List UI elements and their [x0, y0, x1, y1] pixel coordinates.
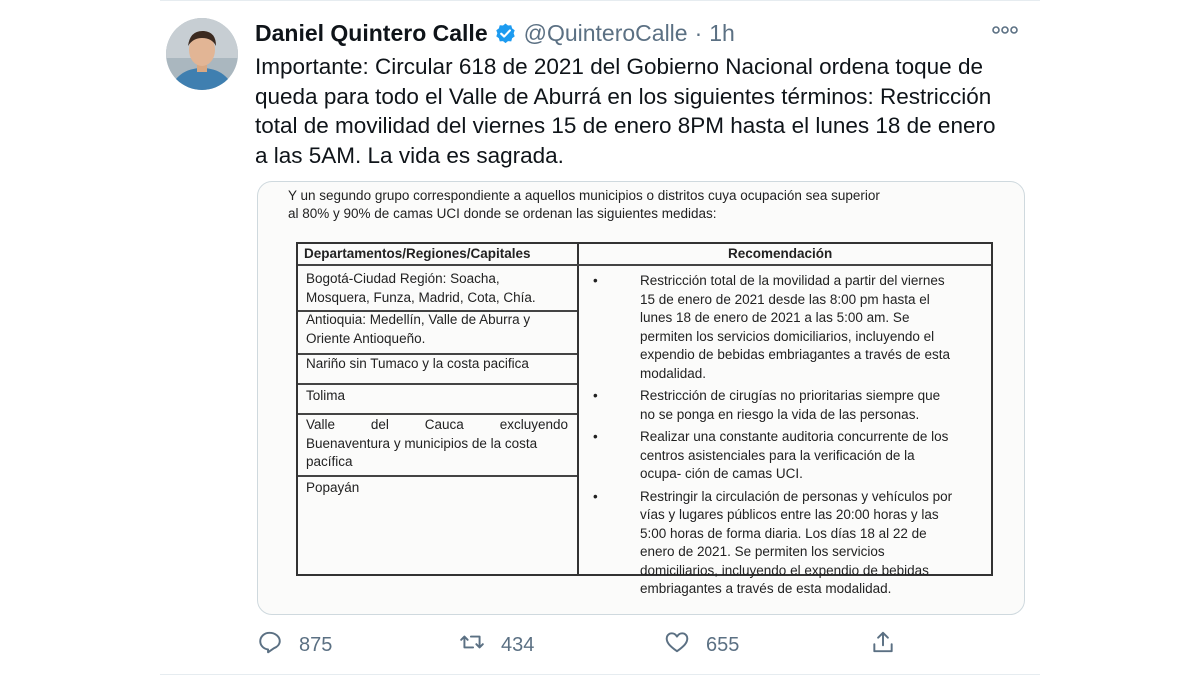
reply-button[interactable]	[257, 628, 332, 662]
region-line: Tolima	[306, 388, 346, 403]
avatar[interactable]	[166, 18, 238, 90]
recommendation-line: 15 de enero de 2021 desde las 8:00 pm hasta el	[640, 291, 930, 307]
region-cell	[306, 355, 568, 374]
tweet-text-line: total de movilidad del viernes 15 de enero 8PM hasta el lunes 18 de enero	[255, 113, 996, 138]
recommendation-item	[593, 488, 988, 599]
region-line: Antioquia: Medellín, Valle de Aburra y	[306, 312, 531, 327]
header-row-divider	[298, 264, 991, 266]
retweet-button[interactable]	[459, 628, 534, 662]
recommendation-line: Restricción total de la movilidad a partir del viernes	[640, 273, 945, 288]
tweet-timestamp[interactable]: 1h	[709, 19, 735, 46]
region-cell	[306, 479, 568, 498]
heart-icon	[664, 629, 690, 661]
tweet	[160, 0, 1040, 675]
bullet-mark: •	[593, 388, 598, 403]
recommendation-line: Restringir la circulación de personas y vehículos por	[640, 488, 953, 504]
header-separator: ·	[694, 19, 703, 46]
reply-icon	[257, 629, 283, 661]
row-divider	[298, 413, 577, 415]
like-count: 655	[706, 633, 740, 656]
bullet-mark: •	[593, 488, 598, 504]
author-name[interactable]: Daniel Quintero Calle	[255, 19, 488, 46]
recommendation-item	[593, 272, 988, 383]
share-icon	[870, 629, 896, 661]
region-cell	[306, 416, 568, 472]
document-intro-line: Y un segundo grupo correspondiente a aquellos municipios o distritos cuya ocupación sea superior	[288, 188, 880, 203]
recommendation-line: 5:00 horas de forma diaria. Los días 18 al 22 de	[640, 525, 927, 541]
verified-badge-icon	[494, 22, 517, 45]
document-intro	[288, 187, 988, 223]
region-line: Nariño sin Tumaco y la costa pacifica	[306, 356, 529, 371]
more-options-icon[interactable]	[992, 22, 1018, 38]
recommendation-line: embriagantes a través de esta modalidad.	[640, 581, 892, 596]
top-divider	[160, 0, 1040, 1]
region-line: Popayán	[306, 480, 360, 495]
region-line: Oriente Antioqueño.	[306, 330, 426, 346]
region-cell	[306, 311, 568, 348]
recommendation-item	[593, 428, 988, 484]
region-line: Valle del Cauca excluyendo	[306, 417, 568, 432]
column-divider	[577, 244, 579, 574]
tweet-actions	[257, 628, 1027, 662]
recommendation-line: ocupa- ción de camas UCI.	[640, 466, 803, 481]
document-intro-line: al 80% y 90% de camas UCI donde se ordenan las siguientes medidas:	[288, 206, 717, 221]
tweet-header	[255, 16, 735, 50]
recommendation-line: domiciliarios, incluyendo el expendio de bebidas	[640, 562, 929, 578]
tweet-text	[255, 52, 1035, 170]
tweet-text-line: queda para todo el Valle de Aburrá en los siguientes términos: Restricción	[255, 83, 992, 109]
region-cell	[306, 270, 568, 307]
column-header-recommendation: Recomendación	[728, 246, 833, 261]
recommendation-item	[593, 387, 988, 424]
region-cell	[306, 387, 568, 406]
region-line: Buenaventura y municipios de la costa	[306, 435, 538, 451]
region-line: Bogotá-Ciudad Región: Soacha,	[306, 271, 500, 286]
recommendation-line: centros asistenciales para la verificación de la	[640, 447, 915, 463]
author-handle[interactable]: @QuinteroCalle	[523, 19, 688, 46]
recommendation-line: Restricción de cirugías no prioritarias siempre que	[640, 388, 941, 403]
column-header-regions: Departamentos/Regiones/Capitales	[304, 246, 531, 261]
recommendation-line: enero de 2021. Se permiten los servicios	[640, 544, 885, 559]
reply-count: 875	[299, 633, 333, 656]
retweet-count: 434	[501, 633, 535, 656]
attached-document-image[interactable]	[257, 181, 1025, 615]
tweet-text-line: Importante: Circular 618 de 2021 del Gobierno Nacional ordena toque de	[255, 54, 983, 79]
measures-table	[296, 242, 993, 596]
recommendation-line: lunes 18 de enero de 2021 a las 5:00 am. Se	[640, 310, 910, 325]
recommendation-line: modalidad.	[640, 365, 707, 381]
row-divider	[298, 475, 577, 477]
retweet-icon	[459, 629, 485, 661]
row-divider	[298, 383, 577, 385]
bullet-mark: •	[593, 429, 598, 444]
share-button[interactable]	[870, 628, 896, 662]
recommendation-line: vías y lugares públicos entre las 20:00 horas y las	[640, 507, 939, 522]
recommendation-line: expendio de bebidas embriagantes a través de esta	[640, 347, 950, 362]
region-line: pacífica	[306, 454, 353, 469]
region-line: Mosquera, Funza, Madrid, Cota, Chía.	[306, 289, 536, 305]
like-button[interactable]	[664, 628, 739, 662]
recommendation-line: permiten los servicios domiciliarios, incluyendo el	[640, 328, 935, 344]
recommendation-line: no se ponga en riesgo la vida de las personas.	[640, 406, 920, 422]
recommendation-list	[593, 272, 988, 599]
recommendation-line: Realizar una constante auditoria concurrente de los	[640, 429, 949, 444]
tweet-text-line: a las 5AM. La vida es sagrada.	[255, 142, 564, 168]
bullet-mark: •	[593, 273, 598, 288]
